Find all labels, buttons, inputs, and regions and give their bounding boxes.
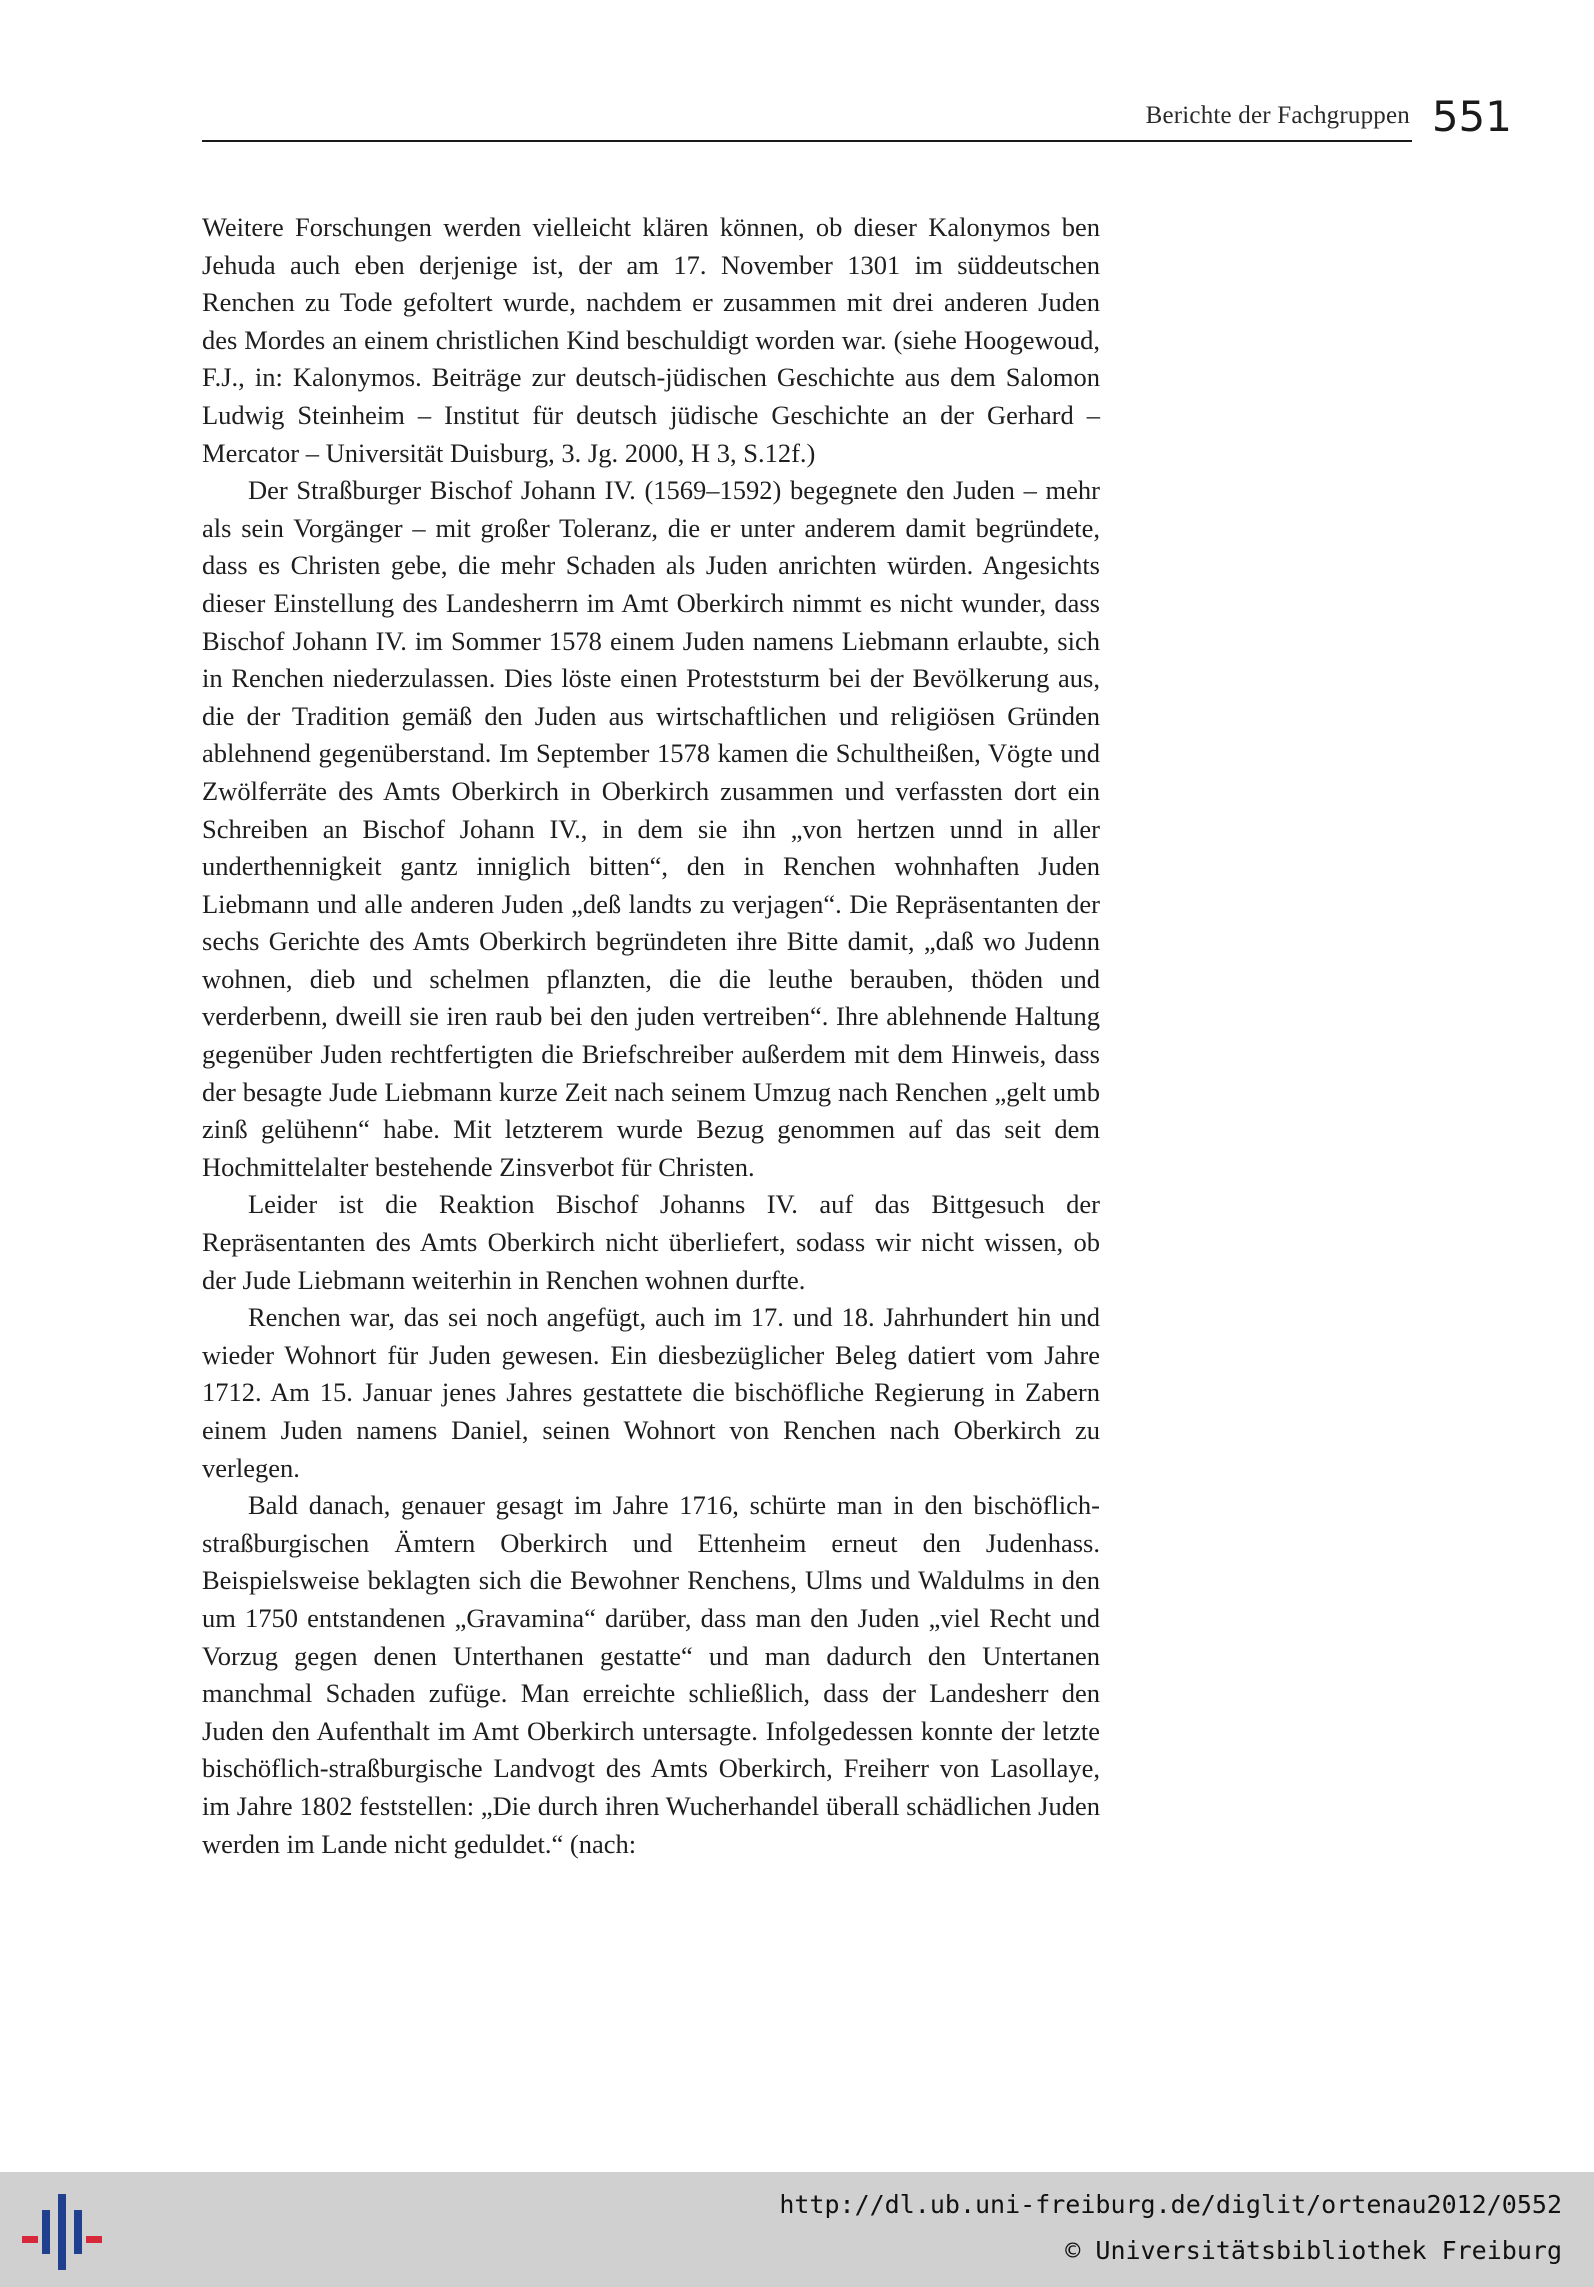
paragraph: Leider ist die Reaktion Bischof Johanns IV. auf das Bittgesuch der Repräsentanten des Amts Oberkirch nicht überliefert, sodass wir nicht wissen, ob der Jude Liebmann weiterhin in Renchen wohnen durfte. — [202, 1189, 1100, 1295]
footer-bar — [0, 2172, 1594, 2287]
section-title: Berichte der Fachgruppen — [1145, 102, 1410, 129]
paragraph: Weitere Forschungen werden vielleicht klären können, ob dieser Kalonymos ben Jehuda auch eben derjenige ist, der am 17. November 1301 im süddeutschen Renchen zu Tode gefoltert wurde, nachdem er zusammen mit drei anderen Juden des Mordes an einem christlichen Kind beschuldigt worden war. (siehe Hoogewoud, F.J., in: Kalonymos. Beiträge zur deutsch-jüdischen Geschichte aus dem Salomon Ludwig Steinheim – Institut für deutsch jüdische Geschichte an der Gerhard – Mercator – Universität Duisburg, 3. Jg. 2000, H 3, S.12f.) — [202, 212, 1100, 468]
body-text — [202, 209, 1100, 1863]
paragraph: Bald danach, genauer gesagt im Jahre 1716, schürte man in den bischöflich-straßburgischen Ämtern Oberkirch und Ettenheim erneut den Judenhass. Beispielsweise beklagten sich die Bewohner Renchens, Ulms und Waldulms in den um 1750 entstandenen „Gravamina“ darüber, dass man den Juden „viel Recht und Vorzug gegen denen Unterthanen gestatte“ und man dadurch den Untertanen manchmal Schaden zufüge. Man erreichte schließlich, dass der Landesherr den Juden den Aufenthalt im Amt Oberkirch untersagte. Infolgedessen konnte der letzte bischöflich-straßburgische Landvogt des Amts Oberkirch, Freiherr von Lasollaye, im Jahre 1802 feststellen: „Die durch ihren Wucherhandel überall schädlichen Juden werden im Lande nicht geduldet.“ (nach: — [202, 1490, 1100, 1859]
running-header — [202, 92, 1512, 144]
page-number: 551 — [1431, 92, 1512, 141]
header-rule — [202, 140, 1412, 142]
ub-freiburg-logo-icon[interactable] — [22, 2192, 102, 2272]
footer-copyright: © Universitätsbibliothek Freiburg — [1065, 2236, 1562, 2265]
paragraph: Der Straßburger Bischof Johann IV. (1569–1592) begegnete den Juden – mehr als sein Vorgänger – mit großer Toleranz, die er unter anderem damit begründete, dass es Christen gebe, die mehr Schaden als Juden anrichten würden. Angesichts dieser Einstellung des Landesherrn im Amt Oberkirch nimmt es nicht wunder, dass Bischof Johann IV. im Sommer 1578 einem Juden namens Liebmann erlaubte, sich in Renchen niederzulassen. Dies löste einen Proteststurm bei der Bevölkerung aus, die der Tradition gemäß den Juden aus wirtschaftlichen und religiösen Gründen ablehnend gegenüberstand. Im September 1578 kamen die Schultheißen, Vögte und Zwölferräte des Amts Oberkirch in Oberkirch zusammen und verfassten dort ein Schreiben an Bischof Johann IV., in dem sie ihn „von hertzen unnd in aller underthennigkeit gantz inniglich bitten“, den in Renchen wohnhaften Juden Liebmann und alle anderen Juden „deß landts zu verjagen“. Die Repräsentanten der sechs Gerichte des Amts Oberkirch begründeten ihre Bitte damit, „daß wo Judenn wohnen, dieb und schelmen pflanzten, die die leuthe berauben, thöden und verderbenn, dweill sie iren raub bei den juden vertreiben“. Ihre ablehnende Haltung gegenüber Juden rechtfertigten die Briefschreiber außerdem mit dem Hinweis, dass der besagte Jude Liebmann kurze Zeit nach seinem Umzug nach Renchen „gelt umb zinß gelühenn“ habe. Mit letzterem wurde Bezug genommen auf das seit dem Hochmittelalter bestehende Zinsverbot für Christen. — [202, 475, 1100, 1182]
footer-url-link[interactable]: http://dl.ub.uni-freiburg.de/diglit/ortenau2012/0552 — [779, 2190, 1562, 2219]
paragraph: Renchen war, das sei noch angefügt, auch im 17. und 18. Jahrhundert hin und wieder Wohnort für Juden gewesen. Ein diesbezüglicher Beleg datiert vom Jahre 1712. Am 15. Januar jenes Jahres gestattete die bischöfliche Regierung in Zabern einem Juden namens Daniel, seinen Wohnort von Renchen nach Oberkirch zu verlegen. — [202, 1302, 1100, 1483]
